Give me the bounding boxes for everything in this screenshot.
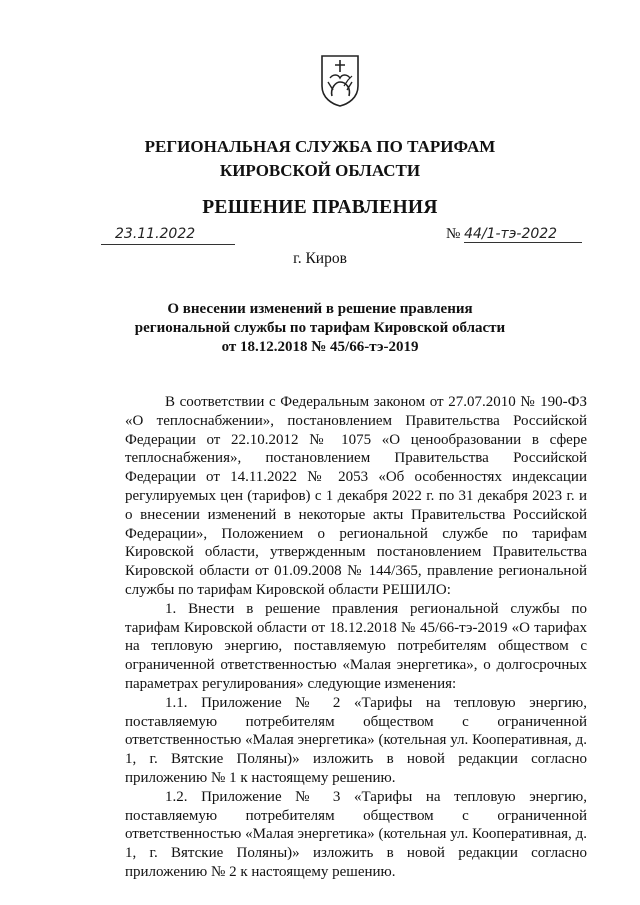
kirov-coat-of-arms-icon	[318, 52, 362, 108]
number-prefix: №	[446, 226, 461, 242]
document-body	[125, 393, 587, 882]
subject-line: региональной службы по тарифам Кировской области	[134, 320, 506, 336]
body-paragraph: В соответствии с Федеральным законом от 27.07.2010 № 190-ФЗ «О теплоснабжении», постановлением Правительства Российской Федерации от 22.10.2012 № 1075 «О ценообразовании в сфере теплоснабжения», постановлением Правительства Российской Федерации от 14.11.2022 № 2053 «Об особенностях индексации регулируемых цен (тарифов) с 1 декабря 2022 г. по 31 декабря 2023 г. и о внесении изменений в некоторые акты Правительства Российской Федерации», Положением о региональной службе по тарифам Кировской области, утвержденным постановлением Правительства Кировской области от 01.09.2008 № 144/365, правление региональной службы по тарифам Кировской области РЕШИЛО:	[125, 394, 587, 598]
organization-name-line1: РЕГИОНАЛЬНАЯ СЛУЖБА ПО ТАРИФАМ	[144, 137, 496, 156]
document-date: 23.11.2022	[101, 226, 235, 245]
document-number	[446, 226, 586, 243]
body-paragraph: 1. Внести в решение правления региональной службы по тарифам Кировской области от 18.12.2018 № 45/66-тэ-2019 «О тарифах на тепловую энергию, поставляемую потребителям обществом с ограниченной ответственностью «Малая энергетика», о долгосрочных параметрах регулирования» следующие изменения:	[125, 600, 587, 692]
organization-name-line2: КИРОВСКОЙ ОБЛАСТИ	[219, 161, 421, 180]
subject-line: О внесении изменений в решение правления	[167, 301, 473, 317]
body-paragraph: 1.1. Приложение № 2 «Тарифы на тепловую энергию, поставляемую потребителям обществом с ограниченной ответственностью «Малая энергетика» (котельная ул. Кооперативная, д. 1, г. Вятские Поляны)» изложить в новой редакции согласно приложению № 1 к настоящему решению.	[125, 694, 587, 786]
document-subject	[0, 300, 640, 357]
body-paragraph: 1.2. Приложение № 3 «Тарифы на тепловую энергию, поставляемую потребителям обществом с ограниченной ответственностью «Малая энергетика» (котельная ул. Кооперативная, д. 1, г. Вятские Поляны)» изложить в новой редакции согласно приложению № 2 к настоящему решению.	[125, 788, 587, 880]
city: г. Киров	[293, 250, 347, 267]
number-value: 44/1-тэ-2022	[464, 226, 582, 243]
document-type-title: РЕШЕНИЕ ПРАВЛЕНИЯ	[202, 197, 438, 218]
subject-line: от 18.12.2018 № 45/66-тэ-2019	[221, 339, 419, 355]
